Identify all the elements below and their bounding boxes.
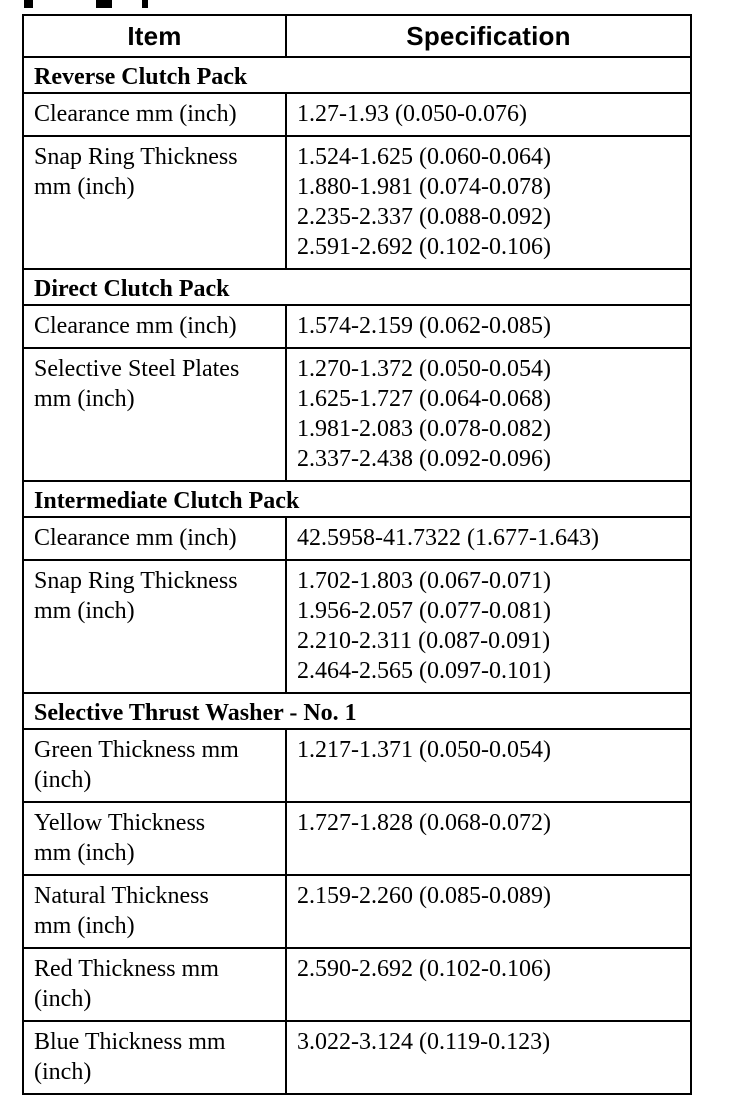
specification-value: 1.625-1.727 (0.064-0.068) [297, 386, 551, 412]
specification-value: 1.956-2.057 (0.077-0.081) [297, 598, 551, 624]
table-row [23, 517, 691, 560]
table-row [23, 305, 691, 348]
specification-cell [286, 136, 691, 269]
specification-value: 2.337-2.438 (0.092-0.096) [297, 446, 551, 472]
item-cell [23, 802, 286, 875]
specification-value: 1.727-1.828 (0.068-0.072) [297, 810, 551, 836]
specification-value: 3.022-3.124 (0.119-0.123) [297, 1029, 551, 1055]
specification-table [22, 14, 692, 1095]
item-label: mm (inch) [34, 840, 135, 866]
specification-table-body [23, 15, 691, 1094]
specification-cell [286, 348, 691, 481]
specification-value: 2.159-2.260 (0.085-0.089) [297, 883, 551, 909]
table-row [23, 875, 691, 948]
header-row [23, 15, 691, 57]
specification-value: 2.590-2.692 (0.102-0.106) [297, 956, 551, 982]
item-label: Blue Thickness mm [34, 1029, 226, 1055]
table-row [23, 729, 691, 802]
specification-cell [286, 729, 691, 802]
item-cell [23, 305, 286, 348]
item-label: (inch) [34, 1059, 92, 1085]
specification-cell [286, 560, 691, 693]
item-label: Snap Ring Thickness [34, 568, 238, 594]
specification-value: 1.270-1.372 (0.050-0.054) [297, 356, 551, 382]
specification-value: 42.5958-41.7322 (1.677-1.643) [297, 525, 599, 551]
specification-value: 1.524-1.625 (0.060-0.064) [297, 144, 551, 170]
specification-cell [286, 875, 691, 948]
item-label: mm (inch) [34, 598, 135, 624]
section-row [23, 269, 691, 305]
specification-value: 2.210-2.311 (0.087-0.091) [297, 628, 551, 654]
specification-column-header: Specification [286, 15, 691, 57]
table-row [23, 948, 691, 1021]
item-label: Natural Thickness [34, 883, 209, 909]
item-cell [23, 875, 286, 948]
item-label: (inch) [34, 767, 92, 793]
specification-value: 2.591-2.692 (0.102-0.106) [297, 234, 551, 260]
item-label: Yellow Thickness [34, 810, 206, 836]
section-title: Intermediate Clutch Pack [23, 481, 691, 517]
specification-value: 2.464-2.565 (0.097-0.101) [297, 658, 551, 684]
cropped-heading-fragment [0, 0, 736, 8]
table-row [23, 1021, 691, 1094]
specification-cell [286, 93, 691, 136]
specification-value: 1.981-2.083 (0.078-0.082) [297, 416, 551, 442]
specification-value: 1.574-2.159 (0.062-0.085) [297, 313, 551, 339]
item-cell [23, 348, 286, 481]
item-column-header: Item [23, 15, 286, 57]
item-label: Clearance mm (inch) [34, 525, 237, 551]
item-label: mm (inch) [34, 913, 135, 939]
table-row [23, 136, 691, 269]
specification-value: 1.880-1.981 (0.074-0.078) [297, 174, 551, 200]
item-label: (inch) [34, 986, 92, 1012]
item-cell [23, 1021, 286, 1094]
section-row [23, 481, 691, 517]
specification-value: 1.27-1.93 (0.050-0.076) [297, 101, 527, 127]
item-label: Selective Steel Plates [34, 356, 240, 382]
section-title: Selective Thrust Washer - No. 1 [23, 693, 691, 729]
specification-cell [286, 1021, 691, 1094]
table-row [23, 348, 691, 481]
item-cell [23, 136, 286, 269]
specification-cell [286, 305, 691, 348]
section-title: Reverse Clutch Pack [23, 57, 691, 93]
specification-cell [286, 948, 691, 1021]
section-row [23, 57, 691, 93]
section-title: Direct Clutch Pack [23, 269, 691, 305]
table-row [23, 560, 691, 693]
item-cell [23, 517, 286, 560]
item-cell [23, 948, 286, 1021]
item-label: Snap Ring Thickness [34, 144, 238, 170]
specification-value: 2.235-2.337 (0.088-0.092) [297, 204, 551, 230]
item-cell [23, 560, 286, 693]
item-cell [23, 729, 286, 802]
table-row [23, 802, 691, 875]
item-label: Red Thickness mm [34, 956, 219, 982]
table-row [23, 93, 691, 136]
item-label: mm (inch) [34, 386, 135, 412]
section-row [23, 693, 691, 729]
item-label: mm (inch) [34, 174, 135, 200]
specification-value: 1.217-1.371 (0.050-0.054) [297, 737, 551, 763]
item-label: Green Thickness mm [34, 737, 239, 763]
specification-cell [286, 517, 691, 560]
item-label: Clearance mm (inch) [34, 101, 237, 127]
specification-cell [286, 802, 691, 875]
item-cell [23, 93, 286, 136]
specification-value: 1.702-1.803 (0.067-0.071) [297, 568, 551, 594]
item-label: Clearance mm (inch) [34, 313, 237, 339]
